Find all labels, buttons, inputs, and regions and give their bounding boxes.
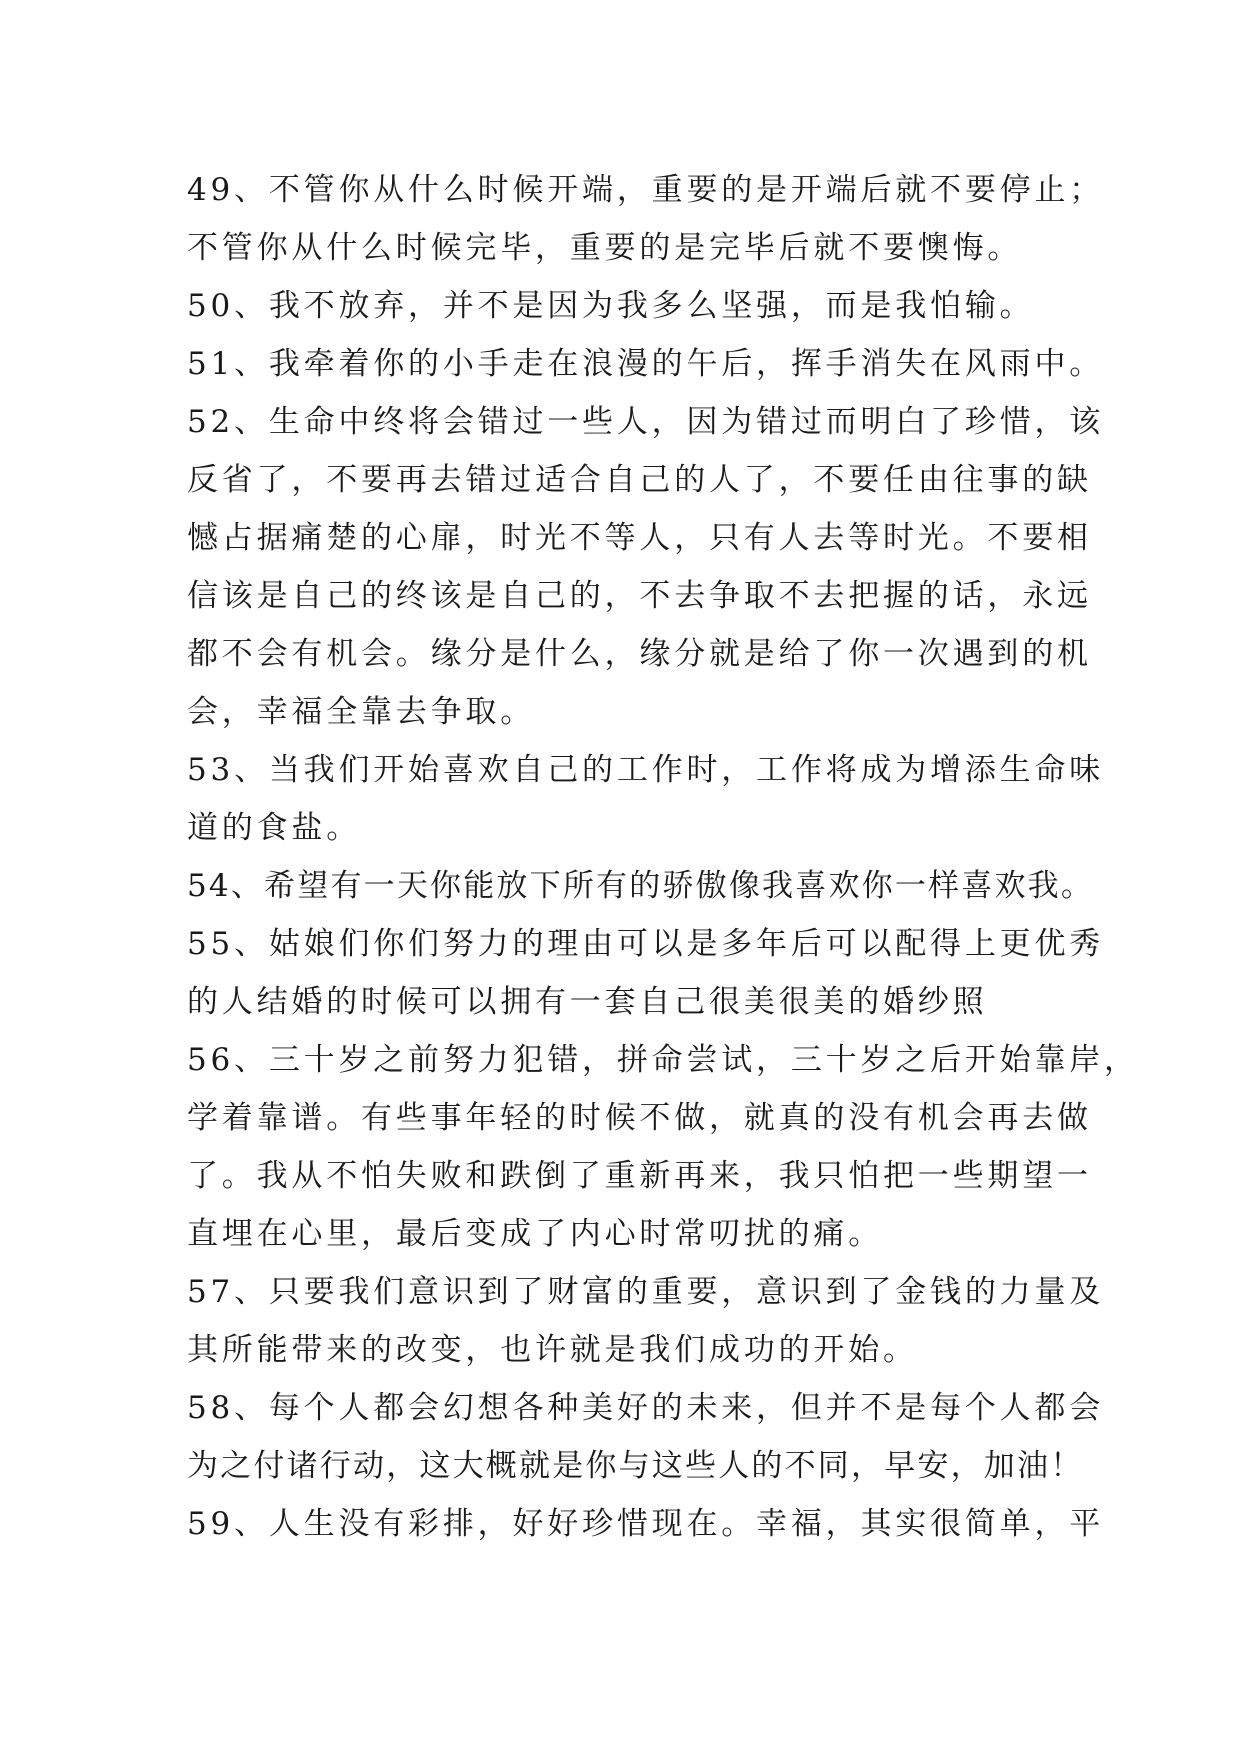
text-line: 58、每个人都会幻想各种美好的未来，但并不是每个人都会 [187, 1390, 1105, 1426]
text-line: 学着靠谱。有些事年轻的时候不做，就真的没有机会再去做 [187, 1100, 1092, 1136]
text-line: 51、我牵着你的小手走在浪漫的午后，挥手消失在风雨中。 [187, 346, 1105, 382]
text-line: 憾占据痛楚的心扉，时光不等人，只有人去等时光。不要相 [187, 520, 1092, 556]
text-line: 其所能带来的改变，也许就是我们成功的开始。 [187, 1332, 918, 1368]
text-line: 信该是自己的终该是自己的，不去争取不去把握的话，永远 [187, 578, 1092, 614]
text-line: 56、三十岁之前努力犯错，拼命尝试，三十岁之后开始靠岸， [187, 1042, 1139, 1078]
text-line: 会，幸福全靠去争取。 [187, 694, 535, 730]
text-line: 53、当我们开始喜欢自己的工作时，工作将成为增添生命味 [187, 752, 1105, 788]
text-line: 反省了，不要再去错过适合自己的人了，不要任由往事的缺 [187, 462, 1092, 498]
text-line: 直埋在心里，最后变成了内心时常叨扰的痛。 [187, 1216, 883, 1252]
text-line: 了。我从不怕失败和跌倒了重新再来，我只怕把一些期望一 [187, 1158, 1092, 1194]
body-text [187, 161, 1139, 1553]
text-line: 54、希望有一天你能放下所有的骄傲像我喜欢你一样喜欢我。 [187, 868, 1095, 904]
text-line: 为之付诸行动，这大概就是你与这些人的不同，早安，加油！ [187, 1448, 1084, 1484]
text-line: 道的食盐。 [187, 810, 361, 846]
text-line: 59、人生没有彩排，好好珍惜现在。幸福，其实很简单，平 [187, 1506, 1105, 1542]
text-line: 52、生命中终将会错过一些人，因为错过而明白了珍惜，该 [187, 404, 1105, 440]
text-line: 的人结婚的时候可以拥有一套自己很美很美的婚纱照 [187, 984, 988, 1020]
text-line: 不管你从什么时候完毕，重要的是完毕后就不要懊悔。 [187, 230, 1023, 266]
text-line: 50、我不放弃，并不是因为我多么坚强，而是我怕输。 [187, 288, 1035, 324]
text-line: 49、不管你从什么时候开端，重要的是开端后就不要停止； [187, 172, 1105, 208]
text-line: 57、只要我们意识到了财富的重要，意识到了金钱的力量及 [187, 1274, 1105, 1310]
text-line: 都不会有机会。缘分是什么，缘分就是给了你一次遇到的机 [187, 636, 1092, 672]
text-line: 55、姑娘们你们努力的理由可以是多年后可以配得上更优秀 [187, 926, 1105, 962]
